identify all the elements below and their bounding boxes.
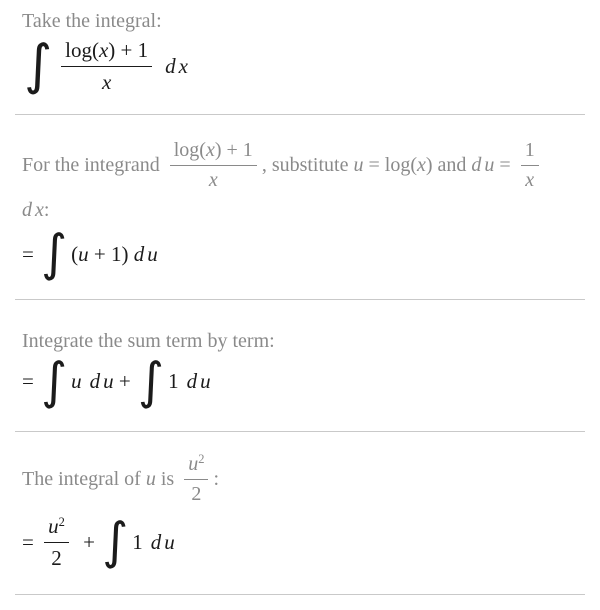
step-4 bbox=[0, 432, 600, 594]
step-3 bbox=[0, 300, 600, 431]
fraction-numerator bbox=[170, 139, 257, 165]
math-text: log( bbox=[173, 138, 206, 161]
prompt-text: is bbox=[155, 467, 180, 490]
plus-sign: + bbox=[77, 529, 101, 554]
math-var: x bbox=[98, 38, 109, 63]
math-var: u bbox=[48, 514, 59, 539]
math-text: ) + 1 bbox=[108, 38, 149, 63]
math-text: log( bbox=[65, 38, 99, 63]
fraction-numerator bbox=[521, 139, 539, 165]
math-var: u bbox=[103, 369, 114, 394]
fraction bbox=[170, 139, 257, 192]
fraction-numerator bbox=[61, 38, 152, 65]
step-1-prompt: Take the integral: bbox=[22, 10, 162, 32]
step-1 bbox=[0, 0, 600, 114]
step-2-prompt-line-1 bbox=[22, 135, 578, 195]
math-var: u bbox=[147, 241, 158, 266]
differential-d: d bbox=[186, 369, 198, 394]
step-2 bbox=[0, 115, 600, 299]
prompt-text: For the integrand bbox=[22, 153, 165, 176]
math-text: 1 bbox=[168, 369, 179, 394]
differential-d: d bbox=[165, 53, 176, 78]
math-var: u bbox=[353, 153, 364, 176]
math-text: = bbox=[363, 153, 385, 176]
math-var: x bbox=[416, 153, 426, 176]
math-var: x bbox=[208, 168, 218, 191]
fraction-denominator bbox=[184, 479, 208, 506]
math-var: x bbox=[205, 138, 215, 161]
math-var: u bbox=[484, 153, 495, 176]
equals-sign: = bbox=[22, 369, 40, 394]
step-1-equation bbox=[22, 33, 578, 96]
differential-d: d bbox=[150, 529, 162, 554]
step-3-prompt: Integrate the sum term by term: bbox=[22, 330, 275, 352]
step-3-equation bbox=[22, 351, 578, 410]
fraction bbox=[521, 139, 539, 192]
math-text: + 1) bbox=[88, 241, 134, 266]
prompt-text: : bbox=[213, 467, 219, 490]
integral-icon: ∫ bbox=[102, 512, 129, 570]
fraction bbox=[184, 453, 208, 506]
fraction-denominator bbox=[61, 66, 152, 94]
math-var: x bbox=[101, 69, 112, 94]
math-text: ( bbox=[71, 241, 79, 266]
differential-d: d bbox=[133, 241, 145, 266]
fraction-denominator bbox=[170, 165, 257, 192]
fraction bbox=[44, 514, 69, 569]
integral-icon: ∫ bbox=[41, 224, 68, 282]
fraction-denominator bbox=[44, 542, 69, 570]
math-text: = bbox=[494, 153, 516, 176]
fraction-denominator bbox=[521, 165, 539, 192]
step-4-prompt bbox=[22, 450, 578, 508]
equals-sign: = bbox=[22, 529, 40, 554]
math-var: x bbox=[35, 198, 44, 221]
math-text: log( bbox=[384, 153, 417, 176]
exponent: 2 bbox=[58, 515, 65, 530]
math-var: u bbox=[200, 369, 211, 394]
step-2-prompt-line-2 bbox=[22, 197, 578, 223]
fraction-numerator bbox=[184, 453, 208, 479]
step-4-equation bbox=[22, 508, 578, 576]
prompt-text: The integral of bbox=[22, 467, 146, 490]
integral-icon: ∫ bbox=[41, 351, 68, 410]
differential-d: d bbox=[89, 369, 101, 394]
fraction bbox=[61, 38, 152, 93]
divider bbox=[15, 594, 585, 595]
math-text: ) + 1 bbox=[214, 138, 253, 161]
math-var: x bbox=[178, 53, 188, 78]
math-var: u bbox=[188, 452, 199, 475]
differential-d: d bbox=[471, 153, 482, 176]
prompt-text: , substitute bbox=[261, 153, 354, 176]
integral-icon: ∫ bbox=[24, 33, 53, 96]
math-var: u bbox=[145, 467, 156, 490]
plus-sign: + bbox=[113, 369, 136, 394]
math-var: u bbox=[78, 241, 89, 266]
math-text: 1 bbox=[132, 529, 143, 554]
integral-icon: ∫ bbox=[138, 351, 165, 410]
math-text: 1 bbox=[524, 138, 535, 161]
equals-sign: = bbox=[22, 241, 40, 266]
math-text: 2 bbox=[191, 482, 202, 505]
math-var: u bbox=[164, 529, 175, 554]
prompt-text: : bbox=[43, 198, 50, 221]
step-2-equation bbox=[22, 225, 578, 283]
math-var: x bbox=[525, 168, 535, 191]
differential-d: d bbox=[22, 198, 32, 221]
math-text: 2 bbox=[51, 545, 62, 570]
fraction-numerator bbox=[44, 514, 69, 541]
exponent: 2 bbox=[198, 451, 205, 466]
math-var: u bbox=[71, 369, 82, 394]
prompt-text: ) and bbox=[425, 153, 472, 176]
